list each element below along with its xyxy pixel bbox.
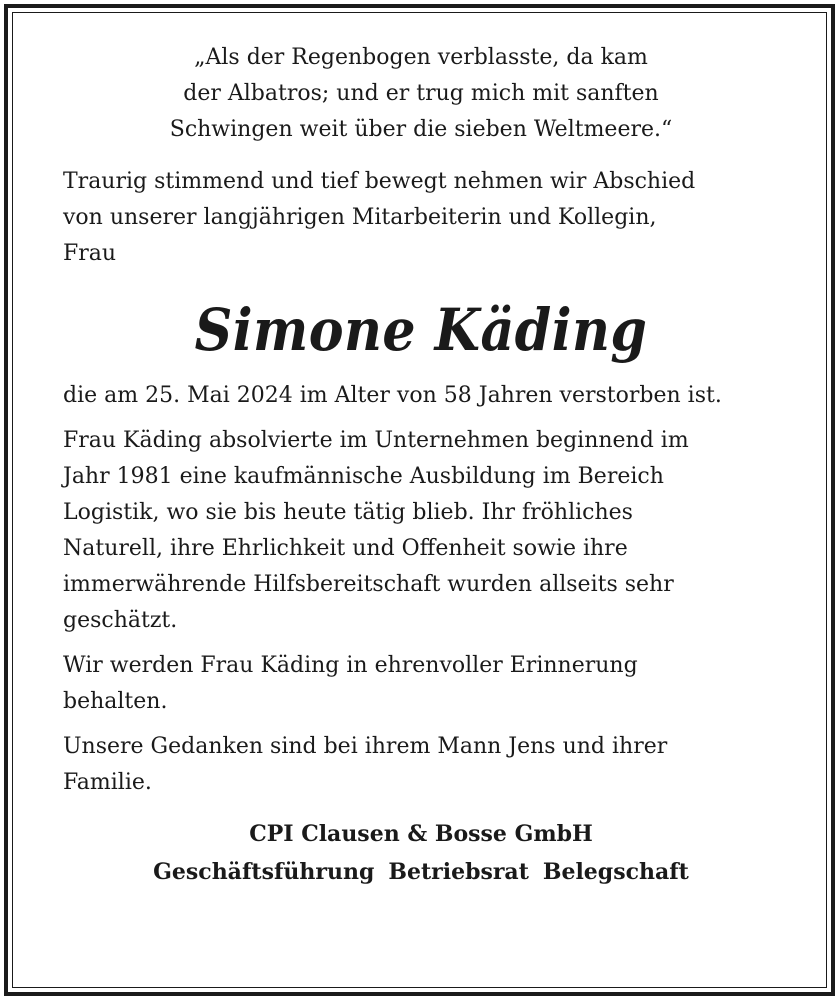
text-line: Frau Käding absolvierte im Unternehmen beginnend im [63, 428, 689, 453]
signatories [63, 853, 779, 891]
text-line: Logistik, wo sie bis heute tätig blieb. Ihr fröhliches [63, 500, 633, 525]
quote-line: der Albatros; und er trug mich mit sanften [183, 81, 659, 106]
text-line: geschätzt. [63, 608, 178, 633]
text-line: Wir werden Frau Käding in ehrenvoller Erinnerung [63, 653, 638, 678]
text-line: Frau [63, 241, 117, 266]
intro-paragraph [63, 164, 779, 272]
signatory-staff: Belegschaft [542, 859, 689, 885]
quote-line: „Als der Regenbogen verblasste, da kam [194, 45, 648, 70]
text-line: Naturell, ihre Ehrlichkeit und Offenheit sowie ihre [63, 536, 628, 561]
text-line: behalten. [63, 689, 168, 714]
death-date-line: die am 25. Mai 2024 im Alter von 58 Jahren verstorben ist. [63, 383, 722, 408]
family-paragraph [63, 729, 779, 801]
text-line: von unserer langjährigen Mitarbeiterin und Kollegin, [63, 205, 657, 230]
text-line: Jahr 1981 eine kaufmännische Ausbildung im Bereich [63, 464, 664, 489]
deceased-name: Simone Käding [194, 296, 648, 364]
quote-line: Schwingen weit über die sieben Weltmeere.“ [169, 117, 673, 142]
company-name: CPI Clausen & Bosse GmbH [249, 821, 593, 847]
text-line: immerwährende Hilfsbereitschaft wurden allseits sehr [63, 572, 674, 597]
text-line: Traurig stimmend und tief bewegt nehmen wir Abschied [63, 169, 696, 194]
memory-paragraph [63, 648, 779, 720]
biography-paragraph [63, 423, 779, 639]
obituary-notice [63, 40, 779, 891]
epigraph-quote [63, 40, 779, 148]
signature-block [63, 815, 779, 891]
text-line: Unsere Gedanken sind bei ihrem Mann Jens und ihrer [63, 734, 668, 759]
text-line: Familie. [63, 770, 152, 795]
signatory-works-council: Betriebsrat [388, 859, 529, 885]
signatory-management: Geschäftsführung [153, 859, 375, 885]
